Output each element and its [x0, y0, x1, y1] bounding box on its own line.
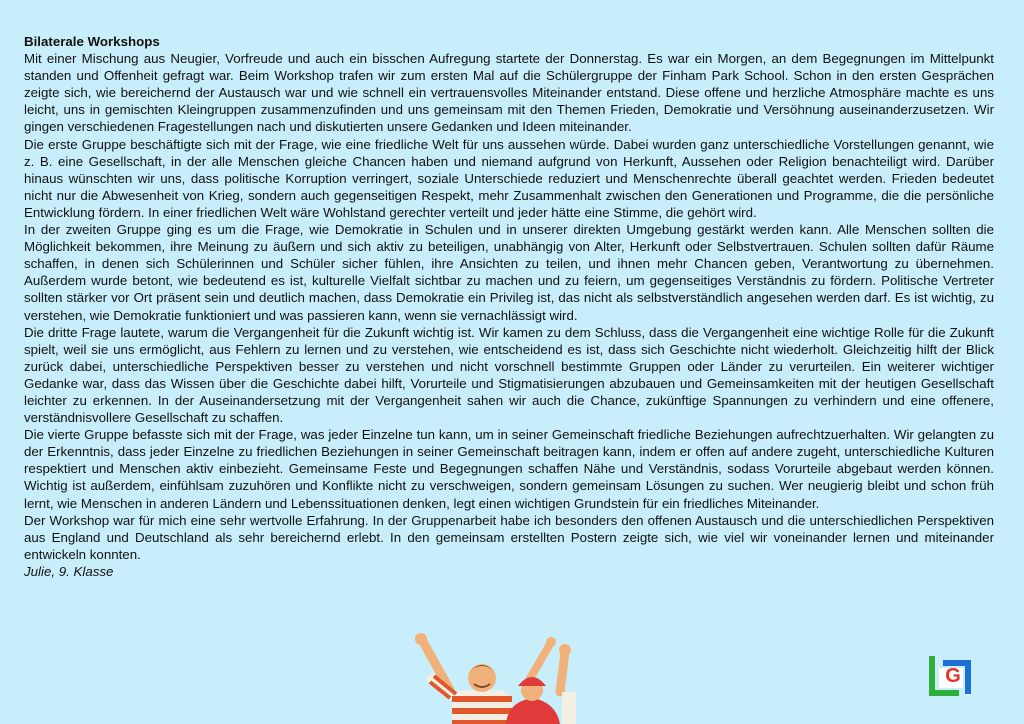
paragraph-group-1: Die erste Gruppe beschäftigte sich mit der Frage, wie eine friedliche Welt für uns aussehen würde. Dabei wurden ganz unterschiedliche Vorstellungen genannt, wie z. B. eine Gesellschaft, in der alle Menschen gleiche Chancen haben und niemand aufgrund von Herkunft, Aussehen oder Religion benachteiligt wird. Darüber hinaus wünschten wir uns, dass politische Korruption verringert, soziale Unterschiede reduziert und Menschenrechte überall geachtet werden. Frieden bedeutet nicht nur die Abwesenheit von Krieg, sondern auch gegenseitigen Respekt, mehr Zusammenhalt zwischen den Generationen und Programme, die die persönliche Entwicklung fördern. In einer friedlichen Welt wäre Wohlstand gerechter verteilt und jeder hätte eine Stimme, die gehört wird. — [24, 136, 994, 220]
cheering-people-illustration — [410, 632, 585, 724]
paragraph-group-4: Die vierte Gruppe befasste sich mit der Frage, was jeder Einzelne tun kann, um in seiner Gemeinschaft friedliche Beziehungen aufrechtzuerhalten. Wir gelangten zu der Erkenntnis, dass jeder Einzelne zu friedlichen Beziehungen in seiner Gemeinschaft beitragen kann, indem er offen auf andere zugeht, unterschiedliche Kulturen respektiert und Menschen aktiv einbezieht. Gemeinsame Feste und Begegnungen schaffen Nähe und Verständnis, sodass Vorurteile abgebaut werden können. Wichtig ist außerdem, einfühlsam zuzuhören und Konflikte nicht zu verschweigen, sondern gemeinsam Lösungen zu suchen. Wer neugierig bleibt und schon früh lernt, wie Menschen in anderen Ländern und Lebenssituationen denken, legt einen wichtigen Grundstein für ein friedliches Miteinander. — [24, 427, 994, 511]
school-logo — [925, 650, 977, 702]
logo-letter: G — [945, 664, 961, 687]
article — [24, 33, 994, 580]
paragraph-conclusion: Der Workshop war für mich eine sehr wertvolle Erfahrung. In der Gruppenarbeit habe ich besonders den offenen Austausch und die unterschiedlichen Perspektiven aus England und Deutschland als sehr bereichernd erlebt. In den gemeinsam erstellten Postern zeigte sich, wie viel wir voneinander lernen und miteinander entwickeln konnten. — [24, 512, 994, 562]
paragraph-intro: Mit einer Mischung aus Neugier, Vorfreude und auch ein bisschen Aufregung startete der Donnerstag. Es war ein Morgen, an dem Begegnungen im Mittelpunkt standen und Offenheit gefragt war. Beim Workshop trafen wir zum ersten Mal auf die Schülergruppe der Finham Park School. Schon in den ersten Gesprächen zeigte sich, wie bereichernd der Austausch war und wie schnell ein vertrauensvolles Miteinander entstand. Diese offene und herzliche Atmosphäre machte es uns leicht, uns in gemischten Kleingruppen zusammenzufinden und uns gemeinsam mit den Themen Frieden, Demokratie und Versöhnung auseinanderzusetzen. Wir gingen verschiedenen Fragestellungen nach und diskutierten unsere Gedanken und Ideen miteinander. — [24, 51, 994, 135]
article-title: Bilaterale Workshops — [24, 34, 160, 49]
author-signature: Julie, 9. Klasse — [24, 563, 114, 579]
paragraph-group-3: Die dritte Frage lautete, warum die Vergangenheit für die Zukunft wichtig ist. Wir kamen zu dem Schluss, dass die Vergangenheit eine wichtige Rolle für die Zukunft spielt, weil sie uns ermöglicht, aus Fehlern zu lernen und zu verstehen, wie entscheidend es ist, dass sich Geschichte nicht wiederholt. Gleichzeitig hilft der Blick zurück dabei, unterschiedliche Perspektiven besser zu verstehen und nicht vorschnell bestimmte Gruppen oder Länder zu verurteilen. Ein weiterer wichtiger Gedanke war, dass das Wissen über die Geschichte dabei hilft, Vorurteile und Stigmatisierungen abzubauen und Gemeinsamkeiten mit der heutigen Gesellschaft leichter zu erkennen. In der Auseinandersetzung mit der Vergangenheit sahen wir auch die Chance, zukünftige Spannungen zu verhindern und eine offenere, verständnisvollere Gesellschaft zu schaffen. — [24, 324, 994, 426]
paragraph-group-2: In der zweiten Gruppe ging es um die Frage, wie Demokratie in Schulen und in unserer direkten Umgebung gestärkt werden kann. Alle Menschen sollten die Möglichkeit bekommen, ihre Meinung zu äußern und sich aktiv zu beteiligen, unabhängig von Alter, Herkunft oder Selbstvertrauen. Schulen sollten dafür Räume schaffen, in denen sich Schülerinnen und Schüler sicher fühlen, ihre Ansichten zu teilen, und ihnen mehr Chancen geben, Verantwortung zu übernehmen. Außerdem wurde betont, wie bedeutend es ist, kulturelle Vielfalt sichtbar zu machen und zu feiern, um gegenseitiges Verständnis zu fördern. Politische Vertreter sollten stärker vor Ort präsent sein und deutlich machen, dass Demokratie ein Privileg ist, das nicht als selbstverständlich angesehen werden darf. Es ist wichtig, zu verstehen, wie Demokratie funktioniert und was passieren kann, wenn sie vernachlässigt wird. — [24, 222, 994, 323]
